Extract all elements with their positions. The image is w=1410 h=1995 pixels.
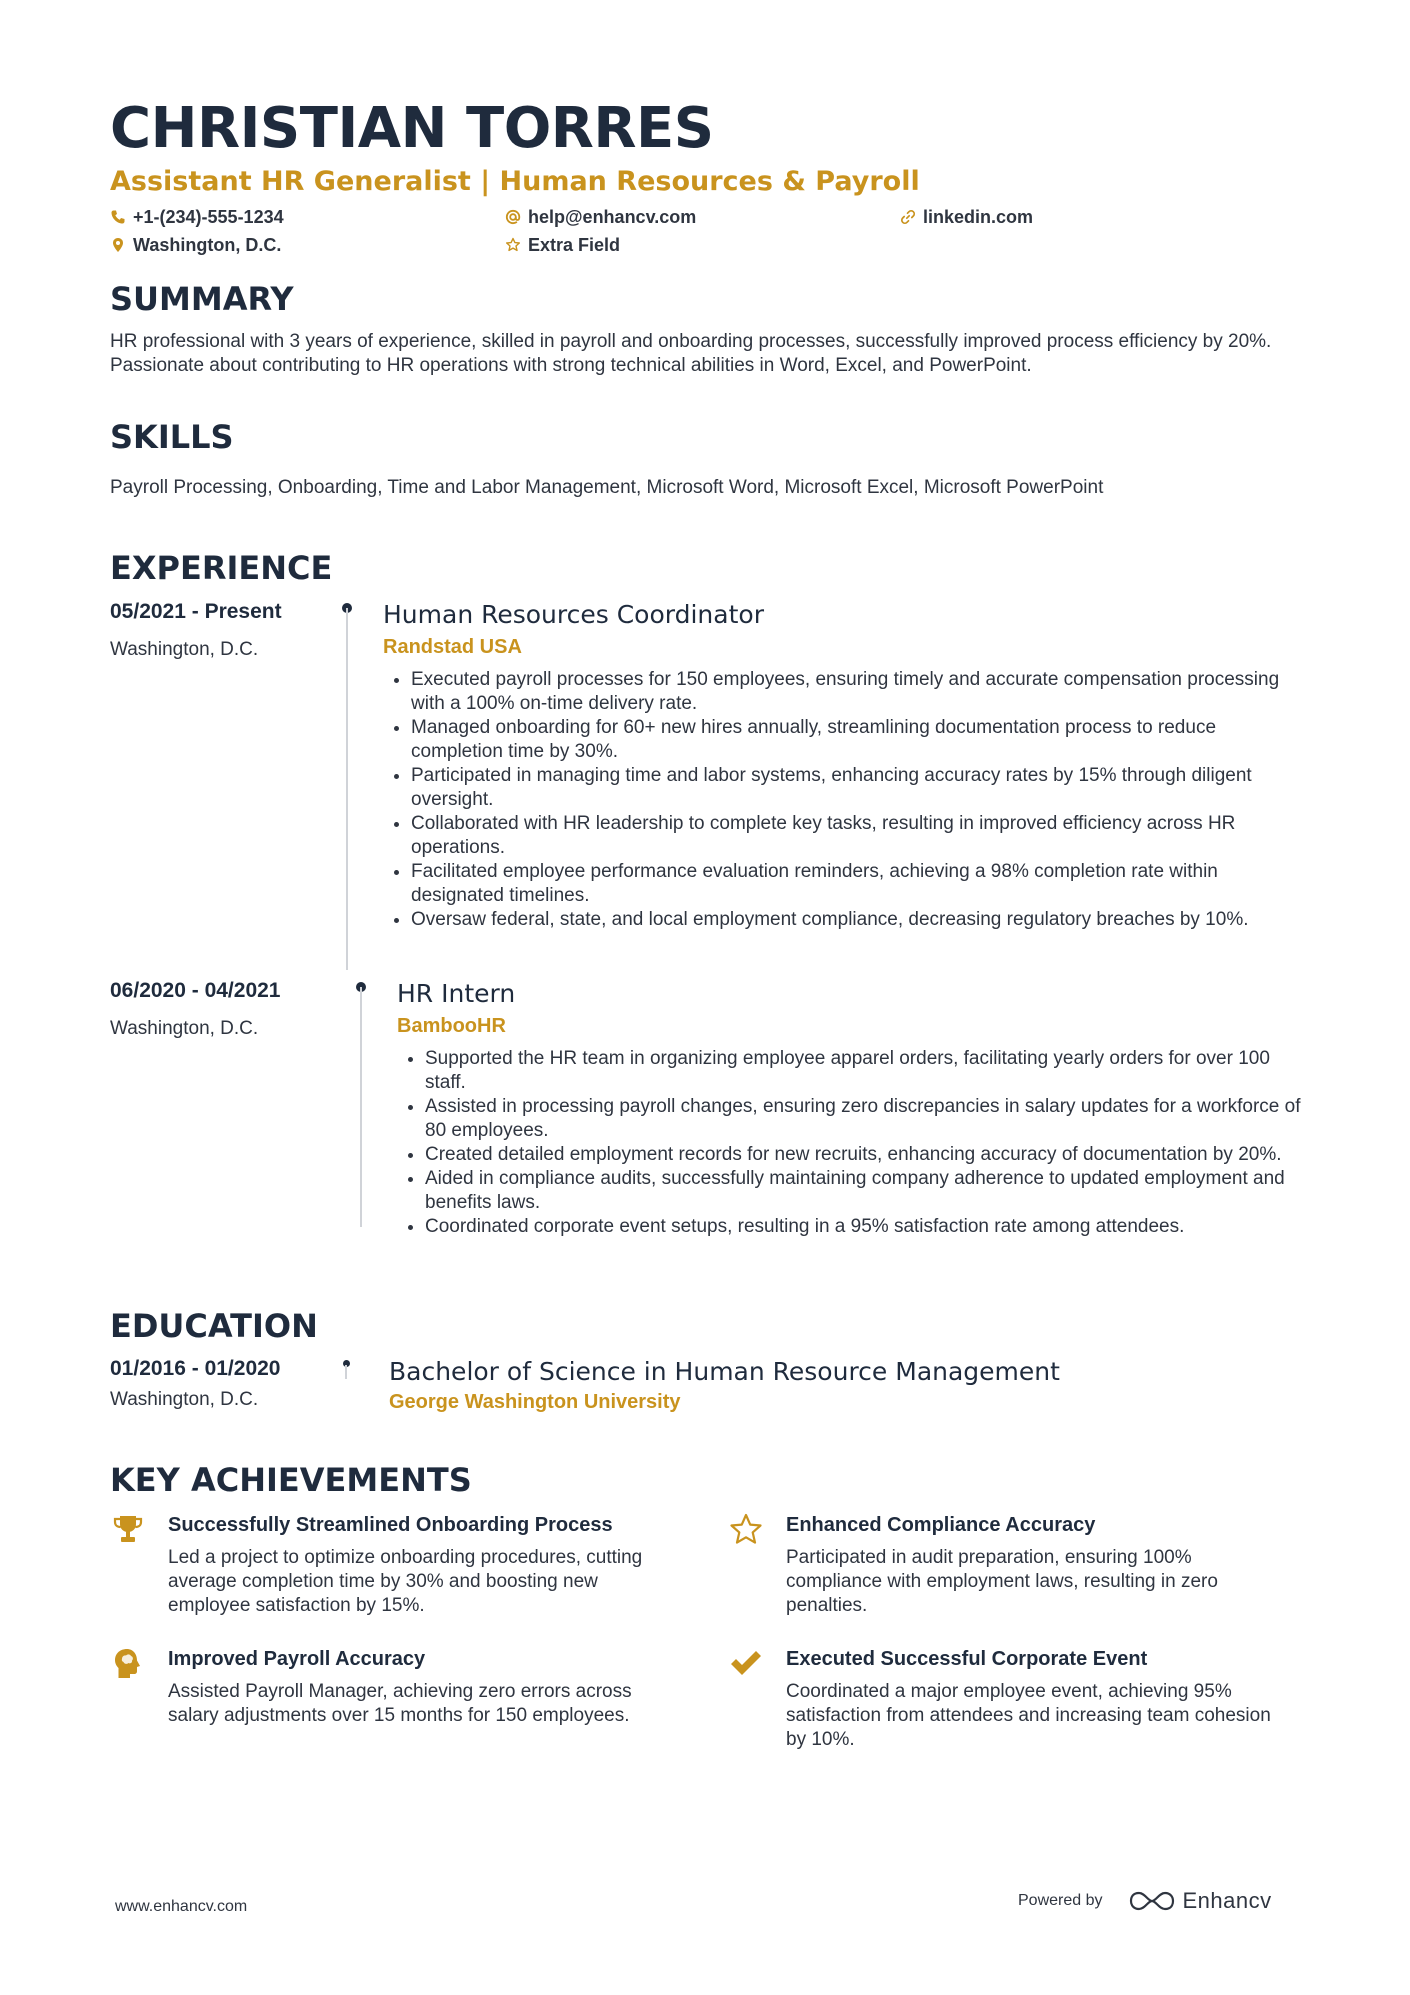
bullet-item: • Coordinated corporate event setups, resulting in a 95% satisfaction rate among attendees. bbox=[425, 1215, 1313, 1239]
extra-text: Extra Field bbox=[528, 234, 621, 255]
experience-location: Washington, D.C. bbox=[110, 639, 259, 660]
at-icon bbox=[505, 209, 521, 225]
link-icon bbox=[900, 209, 916, 225]
education-section bbox=[110, 1305, 1310, 1347]
achievements-heading: KEY ACHIEVEMENTS bbox=[110, 1461, 472, 1499]
bullet-item: • Created detailed employment records for new recruits, enhancing accuracy of documentation by 20%. bbox=[425, 1143, 1313, 1167]
education-date: 01/2016 - 01/2020 bbox=[110, 1357, 281, 1380]
bullet-item: • Oversaw federal, state, and local employment compliance, decreasing regulatory breaches by 10%. bbox=[411, 908, 1313, 932]
contact-extra bbox=[505, 233, 900, 257]
achievement-title: Successfully Streamlined Onboarding Process bbox=[168, 1514, 613, 1536]
education-heading: EDUCATION bbox=[110, 1307, 318, 1345]
experience-company: Randstad USA bbox=[383, 636, 522, 658]
candidate-title: Assistant HR Generalist | Human Resources & Payroll bbox=[110, 166, 920, 197]
location-pin-icon bbox=[110, 237, 126, 253]
star-outline-icon bbox=[505, 237, 521, 253]
education-location: Washington, D.C. bbox=[110, 1389, 259, 1410]
experience-section bbox=[110, 547, 1310, 589]
bullet-item: • Supported the HR team in organizing employee apparel orders, facilitating yearly orders for over 100 staff. bbox=[425, 1047, 1313, 1095]
achievement-title: Improved Payroll Accuracy bbox=[168, 1648, 426, 1670]
head-brain-icon bbox=[110, 1646, 146, 1682]
bullet-item: • Collaborated with HR leadership to complete key tasks, resulting in improved efficiency across HR operations. bbox=[411, 812, 1313, 860]
experience-date: 06/2020 - 04/2021 bbox=[110, 979, 281, 1002]
summary-section bbox=[110, 278, 1310, 378]
education-details bbox=[389, 1355, 1309, 1423]
bullet-item: • Assisted in processing payroll changes, ensuring zero discrepancies in salary updates for a workforce of 80 employees. bbox=[425, 1095, 1313, 1143]
star-icon bbox=[728, 1512, 764, 1548]
phone-icon bbox=[110, 209, 126, 225]
contact-location bbox=[110, 233, 505, 257]
enhancv-logo-icon bbox=[1129, 1888, 1175, 1914]
achievement-description: Participated in audit preparation, ensuring 100% compliance with employment laws, resulting in zero penalties. bbox=[786, 1547, 1218, 1616]
experience-company: BambooHR bbox=[397, 1015, 506, 1037]
candidate-name: CHRISTIAN TORRES bbox=[110, 96, 714, 161]
experience-bullets bbox=[397, 1047, 1313, 1239]
timeline-line bbox=[345, 1365, 347, 1379]
powered-by-text: Powered by bbox=[1018, 1892, 1103, 1909]
experience-details bbox=[397, 977, 1313, 1239]
education-degree: Bachelor of Science in Human Resource Management bbox=[389, 1357, 1060, 1386]
bullet-item: • Participated in managing time and labor systems, enhancing accuracy rates by 15% through diligent oversight. bbox=[411, 764, 1313, 812]
bullet-item: • Facilitated employee performance evaluation reminders, achieving a 98% completion rate within designated timelines. bbox=[411, 860, 1313, 908]
experience-location: Washington, D.C. bbox=[110, 1018, 259, 1039]
timeline-line bbox=[360, 987, 362, 1227]
footer-website[interactable]: www.enhancv.com bbox=[115, 1898, 248, 1915]
bullet-item: • Aided in compliance audits, successfully maintaining company adherence to updated employment and benefits laws. bbox=[425, 1167, 1313, 1215]
contact-phone bbox=[110, 205, 505, 229]
checkmark-icon bbox=[728, 1646, 764, 1682]
bullet-item: • Managed onboarding for 60+ new hires annually, streamlining documentation process to reduce completion time by 30%. bbox=[411, 716, 1313, 764]
skills-text: Payroll Processing, Onboarding, Time and Labor Management, Microsoft Word, Microsoft Excel, Microsoft PowerPoint bbox=[110, 477, 1104, 498]
education-school: George Washington University bbox=[389, 1391, 681, 1413]
trophy-icon bbox=[110, 1512, 146, 1548]
experience-heading: EXPERIENCE bbox=[110, 549, 333, 587]
achievements-section bbox=[110, 1459, 1310, 1501]
linkedin-text: linkedin.com bbox=[923, 206, 1034, 227]
contact-email[interactable] bbox=[505, 205, 900, 229]
experience-role: HR Intern bbox=[397, 979, 516, 1008]
experience-bullets bbox=[383, 668, 1313, 932]
skills-heading: SKILLS bbox=[110, 418, 234, 456]
footer-branding bbox=[1018, 1888, 1272, 1914]
timeline-line bbox=[346, 608, 348, 970]
achievement-description: Assisted Payroll Manager, achieving zero errors across salary adjustments over 15 months for 150 employees. bbox=[168, 1681, 632, 1726]
phone-text: +1-(234)-555-1234 bbox=[133, 206, 284, 227]
summary-heading: SUMMARY bbox=[110, 280, 294, 318]
contact-info bbox=[110, 205, 1310, 257]
resume-content bbox=[110, 95, 1310, 1750]
achievement-title: Enhanced Compliance Accuracy bbox=[786, 1514, 1096, 1536]
achievement-description: Coordinated a major employee event, achieving 95% satisfaction from attendees and increasing team cohesion by 10%. bbox=[786, 1681, 1271, 1750]
summary-text: HR professional with 3 years of experience, skilled in payroll and onboarding processes, successfully improved process efficiency by 20%. Passionate about contributing to HR operations with strong technical abilities in Word, Excel, and PowerPoint. bbox=[110, 331, 1272, 376]
email-text: help@enhancv.com bbox=[528, 206, 697, 227]
experience-role: Human Resources Coordinator bbox=[383, 600, 764, 629]
achievement-title: Executed Successful Corporate Event bbox=[786, 1648, 1148, 1670]
brand-name: Enhancv bbox=[1182, 1888, 1272, 1913]
experience-date: 05/2021 - Present bbox=[110, 600, 282, 623]
bullet-item: • Executed payroll processes for 150 employees, ensuring timely and accurate compensation processing with a 100% on-time delivery rate. bbox=[411, 668, 1313, 716]
experience-details bbox=[383, 598, 1313, 932]
skills-section bbox=[110, 416, 1310, 500]
location-text: Washington, D.C. bbox=[133, 234, 282, 255]
contact-linkedin[interactable] bbox=[900, 205, 1200, 229]
achievement-description: Led a project to optimize onboarding procedures, cutting average completion time by 30% and boosting new employee satisfaction by 15%. bbox=[168, 1547, 643, 1616]
